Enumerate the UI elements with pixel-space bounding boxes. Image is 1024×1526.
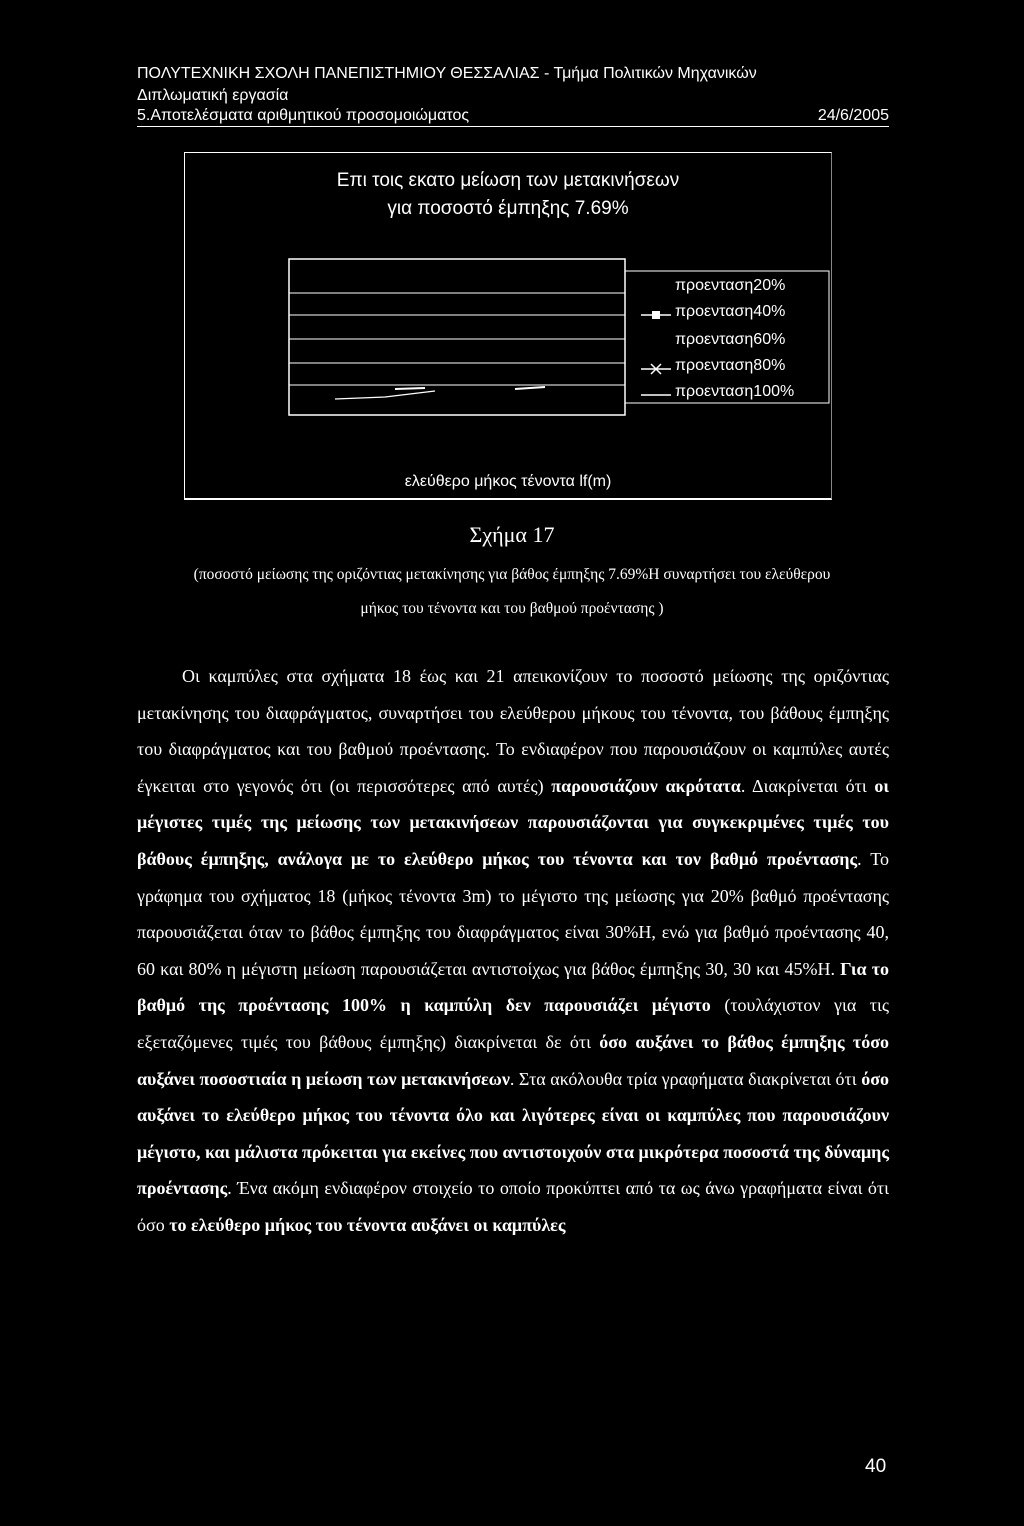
body-text-4: (τουλάχιστον για τις εξεταζόμενες τιμές του βάθους έμπηξης) διακρίνεται δε ότι <box>137 995 889 1052</box>
legend-entry-100: προενταση100% <box>675 383 795 400</box>
header-institution: ΠΟΛΥΤΕΧΝΙΚΗ ΣΧΟΛΗ ΠΑΝΕΠΙΣΤΗΜΙΟΥ ΘΕΣΣΑΛΙΑΣ - Τμήμα Πολιτικών Μηχανικών <box>137 65 757 82</box>
header-date: 24/6/2005 <box>817 107 889 124</box>
chart-plot <box>185 153 833 501</box>
legend-entry-20: προενταση20% <box>675 277 786 294</box>
page-number: 40 <box>865 1456 887 1477</box>
series-line-a <box>335 391 435 399</box>
header-section-title: 5.Αποτελέσματα αριθμητικού προσομοιώματος <box>137 107 470 124</box>
body-text-2: . Διακρίνεται ότι <box>740 775 875 796</box>
header-thesis-type: Διπλωματική εργασία <box>137 87 289 104</box>
legend-entry-40: προενταση40% <box>675 303 786 320</box>
figure-label: Σχήμα 17 <box>469 522 555 547</box>
series-line-b <box>395 388 425 389</box>
chart-frame <box>184 152 832 500</box>
figure-caption-line1: (ποσοστό μείωσης της οριζόντιας μετακίνησης για βάθος έμπηξης 7.69%Η συναρτήσει του ελεύθερου <box>193 566 831 583</box>
square-marker-icon <box>652 311 660 319</box>
body-bold-5: όσο αυξάνει το ελεύθερο μήκος του τένοντα όλο και λιγότερες είναι οι καμπύλες που παρουσιάζουν μέγιστο, και μάλιστα πρόκειται για εκείνες που αντιστοιχούν στα μικρότερα ποσοστά της δύναμης προέντασης <box>137 1068 889 1199</box>
body-text-3: . Το γράφημα του σχήματος 18 (μήκος τένοντα 3m) το μέγιστο της μείωσης για 20% βαθμό προέντασης παρουσιάζεται όταν το βάθος έμπηξης του διαφράγματος είναι 30%Η, ενώ για βαθμό προέντασης 40, 60 και 80% η μέγιστη μείωση παρουσιάζεται αντιστοίχως για βάθος έμπηξης 30, 30 και 45%Η. <box>137 848 889 979</box>
body-text-5: . Στα ακόλουθα τρία γραφήματα διακρίνεται ότι <box>509 1068 862 1089</box>
plot-area <box>289 259 625 415</box>
legend-entry-80: προενταση80% <box>675 357 786 374</box>
chart-title-line2: για ποσοστό έμπηξης 7.69% <box>387 198 629 219</box>
body-bold-6: το ελεύθερο μήκος του τένοντα αυξάνει οι καμπύλες <box>169 1214 566 1235</box>
legend-entry-60: προενταση60% <box>675 331 786 348</box>
body-text-1: Οι καμπύλες στα σχήματα 18 έως και 21 απεικονίζουν το ποσοστό μείωσης της οριζόντιας μετακίνησης του διαφράγματος, συναρτήσει του ελεύθερου μήκους του τένοντα, του βάθους έμπηξης του διαφράγματος και του βαθμού προέντασης. Το ενδιαφέρον που παρουσιάζουν οι καμπύλες αυτές έγκειται στο γεγονός ότι (οι περισσότερες από αυτές) <box>137 666 889 796</box>
body-text-6: . Ένα ακόμη ενδιαφέρον στοιχείο το οποίο προκύπτει από τα ως άνω γραφήματα είναι ότι όσο <box>137 1178 889 1235</box>
body-bold-1: παρουσιάζουν ακρότατα <box>551 775 741 796</box>
body-bold-4: όσο αυξάνει το βάθος έμπηξης τόσο αυξάνει ποσοστιαία η μείωση των μετακινήσεων <box>137 1031 889 1089</box>
body-bold-2: οι μέγιστες τιμές της μείωσης των μετακινήσεων παρουσιάζονται για συγκεκριμένες τιμές του βάθους έμπηξης, ανάλογα με το ελεύθερο μήκος του τένοντα και τον βαθμό προέντασης <box>137 775 889 869</box>
body-paragraph <box>137 658 889 1244</box>
series-line-c <box>515 387 545 389</box>
figure-caption-line2: μήκος του τένοντα και του βαθμού προέντασης ) <box>360 600 664 617</box>
header-section-line <box>137 106 889 127</box>
x-axis-label: ελεύθερο μήκος τένοντα lf(m) <box>404 473 612 490</box>
body-bold-3: Για το βαθμό της προέντασης 100% η καμπύλη δεν παρουσιάζει μέγιστο <box>137 958 890 1016</box>
chart-title-line1: Επι τοις εκατο μείωση των μετακινήσεων <box>336 170 680 191</box>
